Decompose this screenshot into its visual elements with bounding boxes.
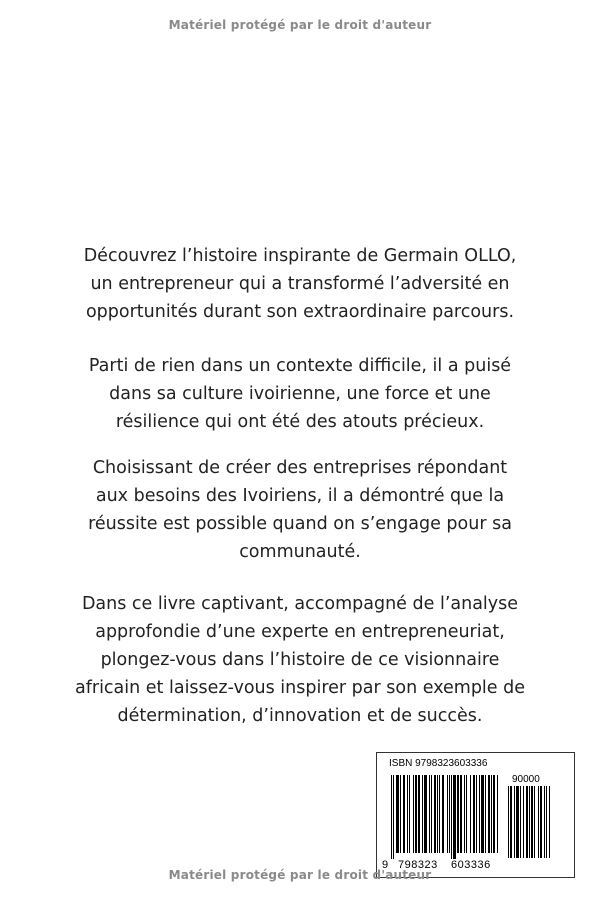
blurb-line: communauté. [239,542,361,562]
blurb-paragraph-1 [40,242,560,326]
barcode-bar [473,775,475,853]
barcode-bar [510,786,512,858]
blurb-paragraph-2 [40,352,560,436]
barcode-bar [488,775,490,853]
barcode-bar [453,775,456,859]
barcode-bar [516,786,519,858]
barcode-bar [493,775,495,853]
barcode-bar [431,775,432,853]
barcode-bar [409,775,410,853]
barcode-bar [546,786,547,858]
blurb-paragraph-4 [40,590,560,730]
barcode-bar [485,775,486,853]
copyright-watermark-top: Matériel protégé par le droit d'auteur [168,18,432,32]
barcode-bar [449,775,450,853]
barcode-bar [531,786,533,858]
barcode-bar [457,775,459,853]
blurb-line: détermination, d’innovation et de succès. [117,706,483,726]
blurb-line: Dans ce livre captivant, accompagné de l’analyse [81,594,519,614]
barcode-bar [514,786,515,858]
barcode-bar [523,786,524,858]
blurb-line: un entrepreneur qui a transformé l’adversité en [90,274,510,294]
barcode-bar [418,775,420,853]
barcode-bar [549,786,550,858]
blurb-line: africain et laissez-vous inspirer par son exemple de [74,678,526,698]
blurb-line: Parti de rien dans un contexte difficile, il a puisé [88,356,512,376]
isbn-digit-first: 9 [382,859,389,871]
barcode-bar [491,775,492,853]
barcode-bar [396,775,399,853]
blurb-line: aux besoins des Ivoiriens, il a démontré que la [95,486,505,506]
barcode-bar [460,775,462,853]
blurb-line: plongez-vous dans l’histoire de ce visionnaire [100,650,500,670]
barcode-bar [400,775,401,853]
barcode-bars-icon [391,775,499,859]
barcode-bar [447,775,448,853]
barcode-bar [393,775,394,859]
barcode-bar [508,786,509,858]
barcode-bar [529,786,530,858]
barcode-bar [497,775,498,853]
blurb-line: dans sa culture ivoirienne, une force et une [109,384,491,404]
barcode-bar [391,775,392,859]
barcode-bar [526,786,528,858]
barcode-bar [534,786,535,858]
barcode-bar [466,775,467,853]
isbn-label: ISBN 9798323603336 [389,758,488,769]
barcode-bar [544,786,545,858]
barcode-bar [437,775,438,853]
barcode-bar [407,775,408,853]
copyright-watermark-bottom: Matériel protégé par le droit d'auteur [168,868,432,882]
barcode-bar [415,775,417,853]
barcode-bar [439,775,440,853]
barcode-bar [479,775,480,853]
isbn-digits-left: 798323 [398,859,438,871]
blurb-line: résilience qui ont été des atouts précieux. [115,412,485,432]
isbn-barcode [376,752,575,878]
barcode-bar [451,775,452,859]
isbn-digits-right: 603336 [451,859,491,871]
barcode-bar [434,775,436,853]
barcode-bar [422,775,423,853]
blurb-line: approfondie d’une experte en entrepreneuriat, [95,622,505,642]
barcode-bar [476,775,477,853]
barcode-bar [413,775,414,853]
price-code-label: 90000 [512,774,540,785]
blurb-line: opportunités durant son extraordinaire parcours. [85,302,515,322]
barcode-bar [520,786,521,858]
barcode-bar [442,775,444,853]
barcode-bar [464,775,465,853]
barcode-bar [540,786,542,858]
blurb-line: réussite est possible quand on s’engage pour sa [88,514,512,534]
barcode-bar [470,775,471,853]
blurb-line: Choisissant de créer des entreprises répondant [92,458,508,478]
blurb-paragraph-3 [40,454,560,566]
barcode-bar [538,786,539,858]
price-addon-bars-icon [508,786,566,870]
barcode-bar [481,775,484,853]
barcode-bar [424,775,427,853]
barcode-bar [429,775,430,853]
blurb-line: Découvrez l’histoire inspirante de Germain OLLO, [83,246,517,266]
barcode-bar [403,775,405,853]
